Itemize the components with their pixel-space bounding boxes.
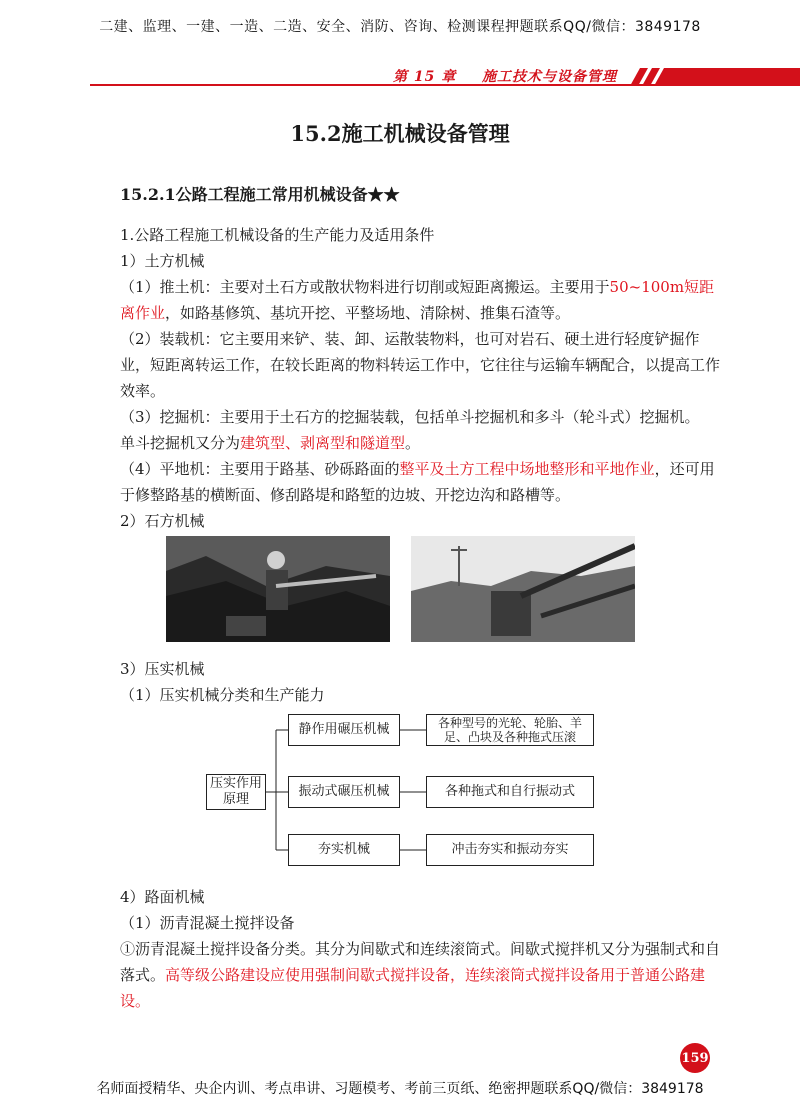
excavator-types-end: 。 [405,434,421,452]
body-text-lower [120,884,720,1014]
item-heading: 1.公路工程施工机械设备的生产能力及适用条件 [120,226,435,244]
footer-banner: 名师面授精华、央企内训、考点串讲、习题模考、考前三页纸、绝密押题联系QQ/微信：3849178 [96,1081,704,1097]
bulldozer-paragraph [120,274,720,326]
excavator-types-highlight: 建筑型、剥离型和隧道型 [240,434,406,452]
earth-machinery-heading: 1）土方机械 [120,252,205,270]
compaction-headings [120,656,720,708]
diagram-branch-vibratory: 振动式碾压机械 [288,776,400,808]
diagram-detail-static: 各种型号的光轮、轮胎、羊足、凸块及各种拖式压滚 [426,714,594,746]
chapter-number: 第 15 章 [393,69,457,85]
rock-drill-photo [166,536,390,642]
body-text-upper [120,222,720,534]
subsection-title: 15.2.1公路工程施工常用机械设备★★ [120,185,400,204]
bulldozer-text: （1）推土机：主要对土石方或散状物料进行切削或短距离搬运。主要用于 [120,278,610,296]
chapter-label [393,66,617,86]
stone-machinery-heading: 2）石方机械 [120,512,205,530]
grader-highlight: 整平及土方工程中场地整形和平地作业 [399,460,655,478]
compaction-subheading: （1）压实机械分类和生产能力 [120,686,325,704]
diagram-branch-static: 静作用碾压机械 [288,714,400,746]
stone-crusher-photo [411,536,635,642]
section-title: 15.2施工机械设备管理 [290,121,510,146]
compaction-diagram [200,704,610,876]
bulldozer-text-end: ，如路基修筑、基坑开挖、平整场地、清除树、推集石渣等。 [165,304,571,322]
asphalt-paragraph [120,936,720,1014]
top-banner: 二建、监理、一建、一造、二造、安全、消防、咨询、检测课程押题联系QQ/微信：3849178 [99,19,701,35]
excavator-paragraph: （3）挖掘机：主要用于土石方的挖掘装载，包括单斗挖掘机和多斗（轮斗式）挖掘机。 [120,408,700,426]
grader-text-end: ，还可用于修整路基的横断面、修刮路堤和路堑的边坡、开挖边沟和路槽等。 [120,460,715,504]
grader-text: （4）平地机：主要用于路基、砂砾路面的 [120,460,400,478]
excavator-types-paragraph [120,430,720,456]
excavator-types-text: 单斗挖掘机又分为 [120,434,241,452]
asphalt-highlight: 高等级公路建设应使用强制间歇式搅拌设备，连续滚筒式搅拌设备用于普通公路建设。 [120,966,706,1010]
loader-paragraph: （2）装载机：它主要用来铲、装、卸、运散装物料，也可对岩石、硬土进行轻度铲掘作业，短距离转运工作，在较长距离的物料转运工作中，它往往与运输车辆配合，以提高工作效率。 [120,330,721,400]
chapter-stripes-decoration [630,64,800,86]
chapter-header [0,64,800,90]
grader-paragraph [120,456,720,508]
chapter-title: 施工技术与设备管理 [481,69,617,85]
page-number: 159 [680,1043,710,1073]
diagram-detail-vibratory: 各种拖式和自行振动式 [426,776,594,808]
bulldozer-highlight: 50~100m短距离作业 [120,278,715,322]
compaction-heading: 3）压实机械 [120,660,205,678]
asphalt-heading: （1）沥青混凝土搅拌设备 [120,914,295,932]
road-machinery-heading: 4）路面机械 [120,888,205,906]
diagram-root-node: 压实作用原理 [206,774,266,810]
asphalt-text: ①沥青混凝土搅拌设备分类。其分为间歇式和连续滚筒式。间歇式搅拌机又分为强制式和自落式。 [120,940,721,984]
diagram-detail-tamping: 冲击夯实和振动夯实 [426,834,594,866]
diagram-branch-tamping: 夯实机械 [288,834,400,866]
